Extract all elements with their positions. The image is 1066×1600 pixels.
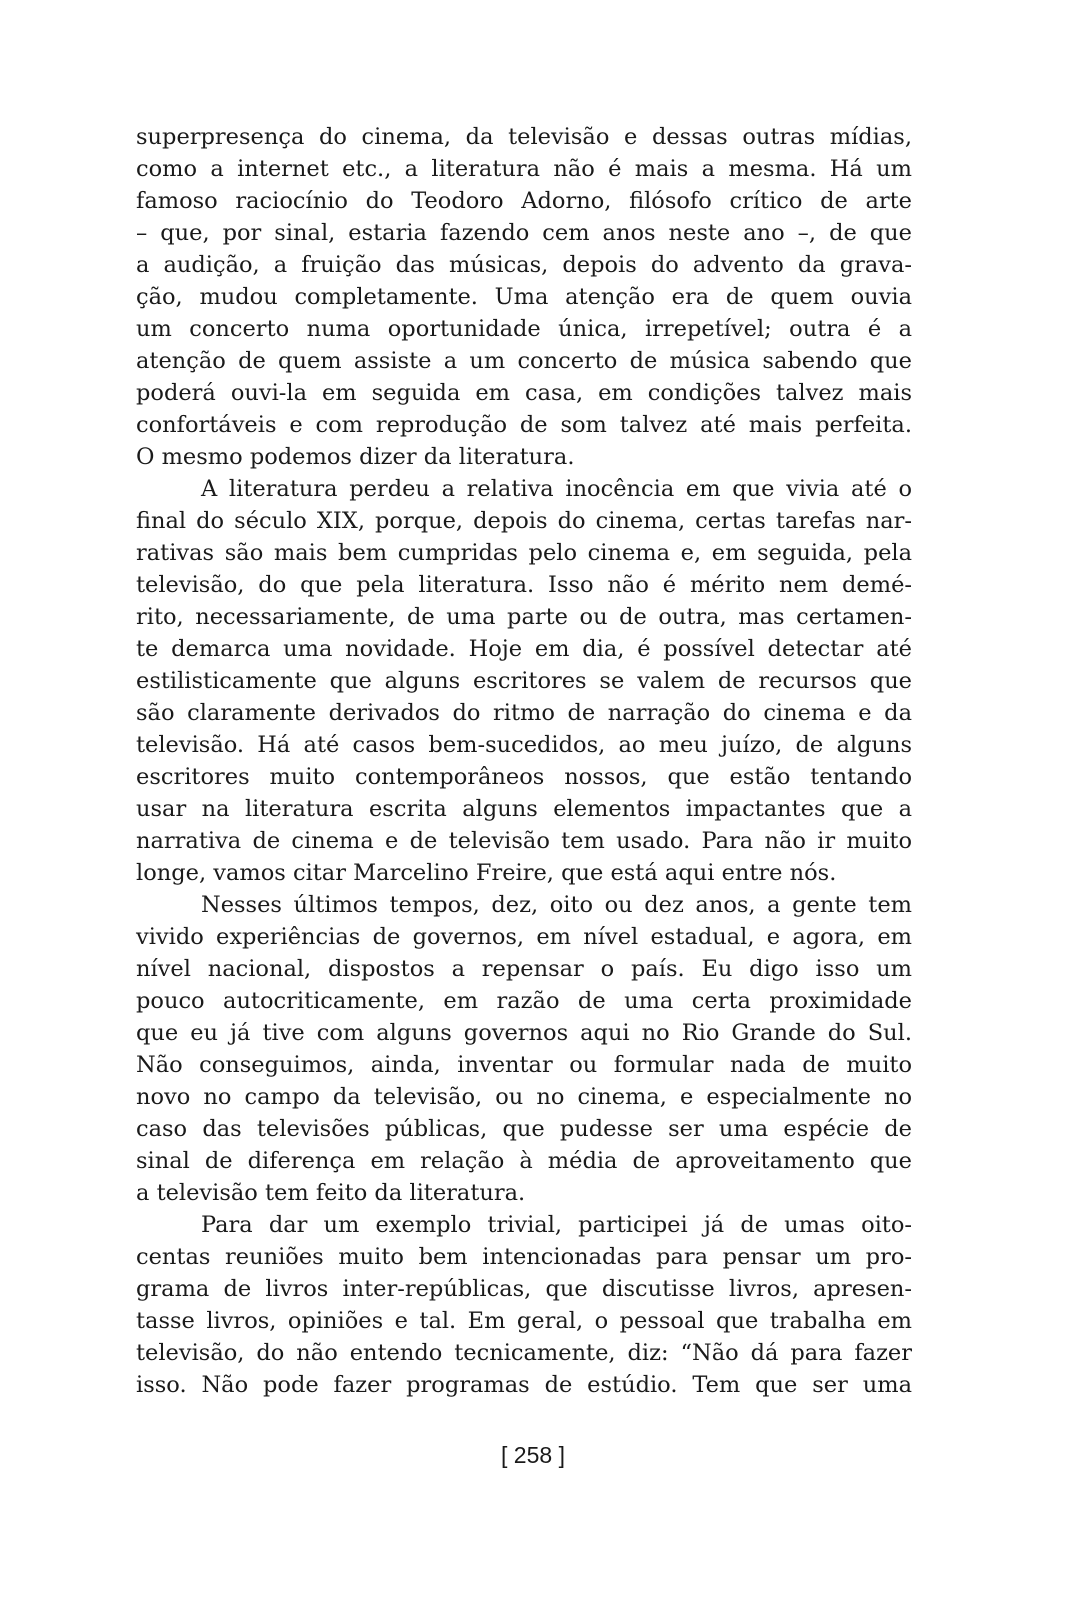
body-text — [136, 121, 912, 1401]
text-line: vivido experiências de governos, em nível estadual, e agora, em — [136, 924, 912, 950]
text-line: grama de livros inter-repúblicas, que discutisse livros, apresen- — [136, 1276, 912, 1302]
text-line: tasse livros, opiniões e tal. Em geral, o pessoal que trabalha em — [136, 1308, 912, 1334]
text-line: famoso raciocínio do Teodoro Adorno, filósofo crítico de arte — [136, 188, 912, 214]
text-line: A literatura perdeu a relativa inocência em que vivia até o — [201, 476, 912, 502]
text-line: sinal de diferença em relação à média de aproveitamento que — [136, 1148, 912, 1174]
text-line: que eu já tive com alguns governos aqui no Rio Grande do Sul. — [136, 1020, 912, 1046]
text-line: centas reuniões muito bem intencionadas para pensar um pro- — [136, 1244, 912, 1270]
text-line: Para dar um exemplo trivial, participei já de umas oito- — [201, 1212, 912, 1238]
text-line: O mesmo podemos dizer da literatura. — [136, 444, 575, 470]
text-line: atenção de quem assiste a um concerto de música sabendo que — [136, 348, 912, 374]
text-line: pouco autocriticamente, em razão de uma certa proximidade — [136, 988, 912, 1014]
text-line: ção, mudou completamente. Uma atenção era de quem ouvia — [136, 284, 912, 310]
text-line: novo no campo da televisão, ou no cinema, e especialmente no — [136, 1084, 912, 1110]
page-number: [ 258 ] — [501, 1442, 565, 1468]
text-line: televisão. Há até casos bem-sucedidos, ao meu juízo, de alguns — [136, 732, 912, 758]
text-line: Não conseguimos, ainda, inventar ou formular nada de muito — [136, 1052, 912, 1078]
text-line: televisão, do que pela literatura. Isso não é mérito nem demé- — [136, 572, 912, 598]
text-line: um concerto numa oportunidade única, irrepetível; outra é a — [136, 316, 912, 342]
text-line: te demarca uma novidade. Hoje em dia, é possível detectar até — [136, 636, 912, 662]
text-line: rativas são mais bem cumpridas pelo cinema e, em seguida, pela — [136, 540, 912, 566]
text-line: superpresença do cinema, da televisão e dessas outras mídias, — [136, 124, 912, 150]
text-line: longe, vamos citar Marcelino Freire, que está aqui entre nós. — [136, 860, 837, 886]
text-line: rito, necessariamente, de uma parte ou de outra, mas certamen- — [136, 604, 912, 630]
text-line: narrativa de cinema e de televisão tem usado. Para não ir muito — [136, 828, 912, 854]
text-line: poderá ouvi-la em seguida em casa, em condições talvez mais — [136, 380, 912, 406]
text-line: Nesses últimos tempos, dez, oito ou dez anos, a gente tem — [201, 892, 912, 918]
text-line: final do século XIX, porque, depois do cinema, certas tarefas nar- — [136, 508, 912, 534]
text-line: isso. Não pode fazer programas de estúdio. Tem que ser uma — [136, 1372, 912, 1398]
text-line: usar na literatura escrita alguns elementos impactantes que a — [136, 796, 912, 822]
text-line: escritores muito contemporâneos nossos, que estão tentando — [136, 764, 912, 790]
text-line: confortáveis e com reprodução de som talvez até mais perfeita. — [136, 412, 912, 438]
text-line: são claramente derivados do ritmo de narração do cinema e da — [136, 700, 912, 726]
text-line: televisão, do não entendo tecnicamente, diz: “Não dá para fazer — [136, 1340, 912, 1366]
text-line: estilisticamente que alguns escritores se valem de recursos que — [136, 668, 912, 694]
text-line: a televisão tem feito da literatura. — [136, 1180, 526, 1206]
text-line: caso das televisões públicas, que pudesse ser uma espécie de — [136, 1116, 912, 1142]
text-line: como a internet etc., a literatura não é mais a mesma. Há um — [136, 156, 912, 182]
text-line: – que, por sinal, estaria fazendo cem anos neste ano –, de que — [136, 220, 912, 246]
text-line: nível nacional, dispostos a repensar o país. Eu digo isso um — [136, 956, 912, 982]
text-line: a audição, a fruição das músicas, depois do advento da grava- — [136, 252, 912, 278]
